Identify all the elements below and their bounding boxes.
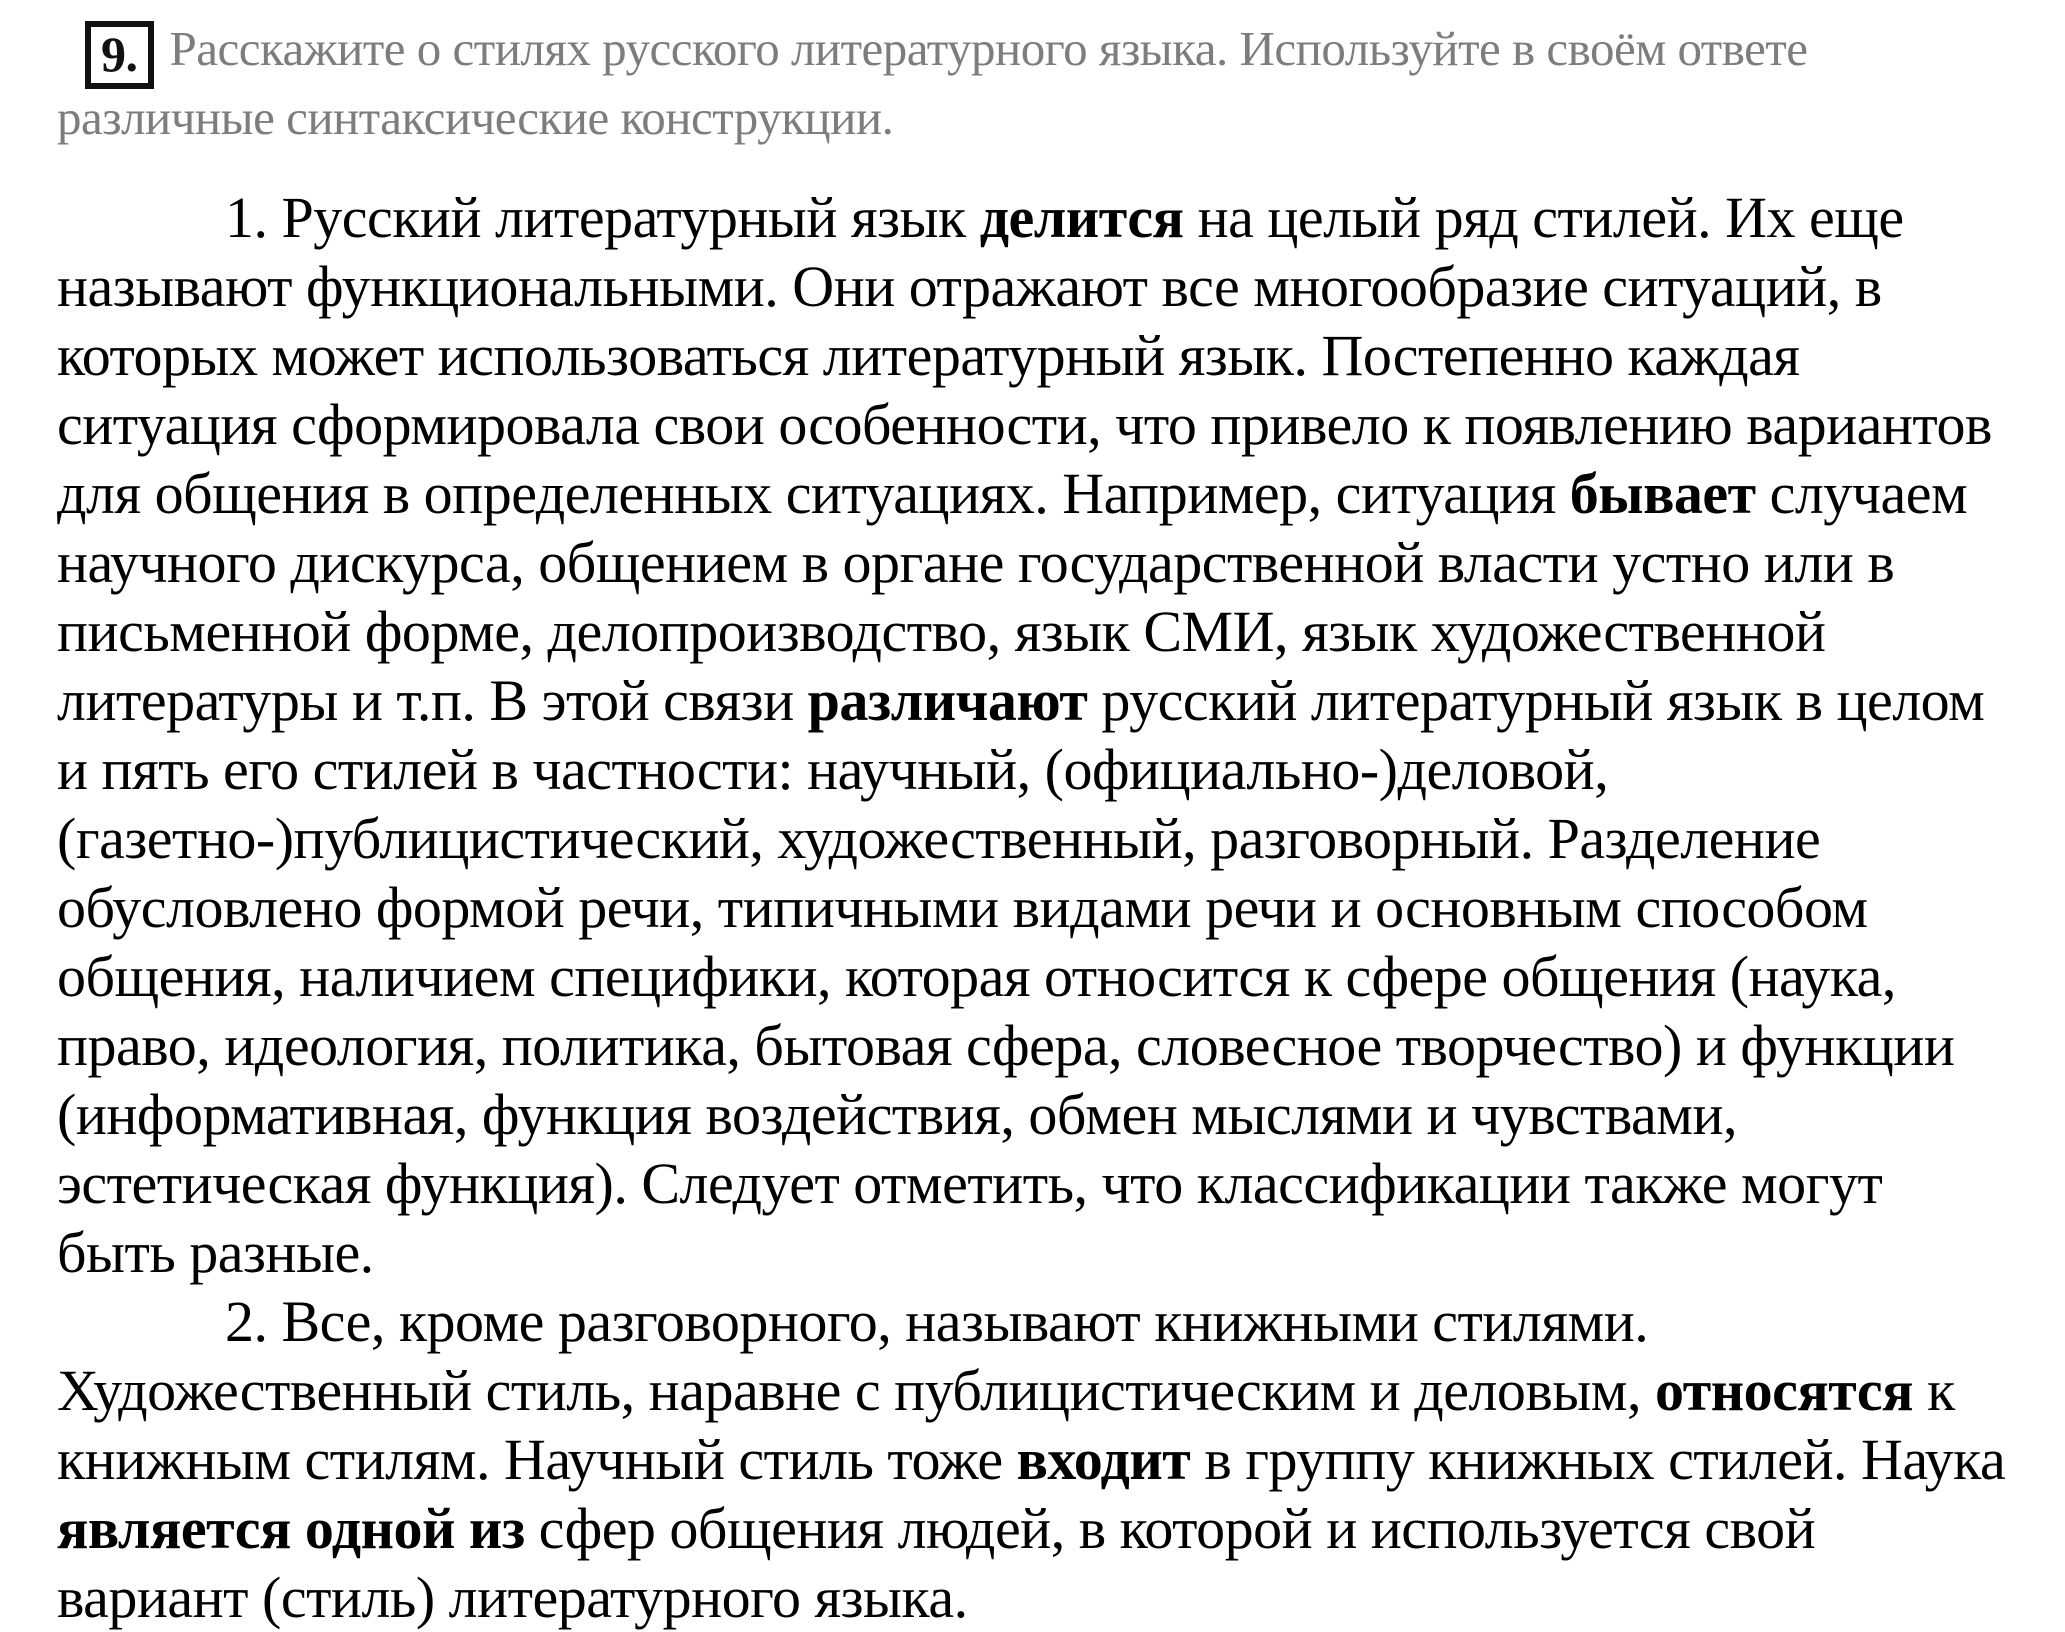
task-header [57, 20, 2007, 147]
task-number-box: 9. [85, 21, 154, 89]
emphasized-term: относятся [1654, 1358, 1914, 1423]
emphasized-term: различают [807, 668, 1088, 733]
text-run: 2. Все, кроме разговорного, называют книжными стилями. Художественный стиль, наравне с публицистическим и деловым, [57, 1289, 1655, 1423]
text-run: на целый ряд стилей. Их еще называют функциональными. Они отражают все многообразие ситуаций, в которых может использоваться литературный язык. Постепенно каждая ситуация сформировала свои особенности, что привело к появлению вариантов для общения в определенных ситуациях. Например, ситуация [57, 185, 1992, 526]
task-instruction: Расскажите о стилях русского литературного языка. Используйте в своём ответе различные синтаксические конструкции. [57, 21, 1808, 145]
text-run: 1. Русский литературный язык [225, 185, 980, 250]
emphasized-term: делится [979, 185, 1184, 250]
paragraph [57, 1287, 2007, 1632]
emphasized-term: бывает [1569, 461, 1756, 526]
text-run: к книжным стилям. Научный стиль тоже [57, 1358, 1955, 1492]
answer-text [57, 183, 2007, 1632]
paragraph [57, 183, 2007, 1287]
text-run: случаем научного дискурса, общением в органе государственной власти устно или в письменной форме, делопроизводство, язык СМИ, язык художественной литературы и т.п. В этой связи [57, 461, 1968, 733]
text-run: сфер общения людей, в которой и используется свой вариант (стиль) литературного языка. [57, 1496, 1816, 1630]
text-run: в группу книжных стилей. Наука [1190, 1427, 2006, 1492]
text-run: русский литературный язык в целом и пять его стилей в частности: научный, (официально-)деловой, (газетно-)публицистический, художественный, разговорный. Разделение обусловлено формой речи, типичными видами речи и основным способом общения, наличием специфики, которая относится к сфере общения (наука, право, идеология, политика, бытовая сфера, словесное творчество) и функции (информативная, функция воздействия, обмен мыслями и чувствами, эстетическая функция). Следует отметить, что классификации также могут быть разные. [57, 668, 1985, 1285]
emphasized-term: является одной из [57, 1496, 525, 1561]
emphasized-term: входит [1016, 1427, 1191, 1492]
